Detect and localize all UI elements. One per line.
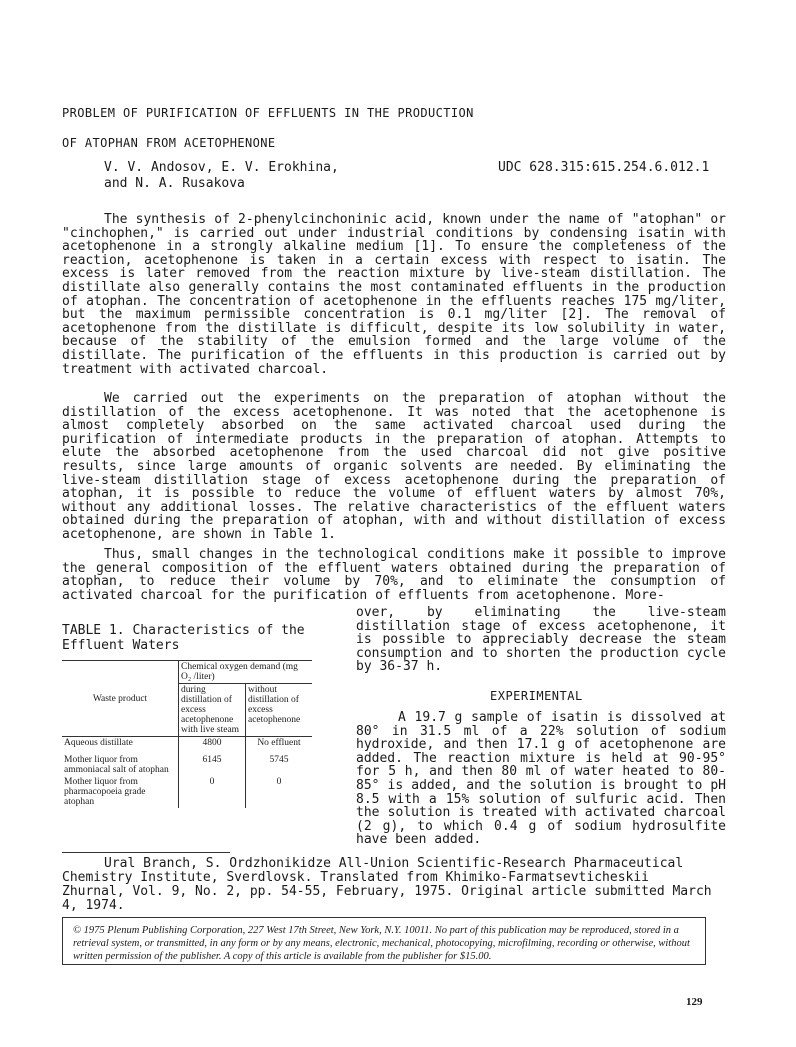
title-line-1: PROBLEM OF PURIFICATION OF EFFLUENTS IN THE PRODUCTION — [62, 106, 474, 120]
body-paragraph-2-text: We carried out the experiments on the preparation of atophan without the distillation of the excess acetophenone. It was noted that the acetophenone is almost completely absorbed on the same activated charcoal used during the purification of intermediate products in the preparation of atophan. Attempts to elute the absorbed acetophenone from the used charcoal did not give positive results, since large amounts of organic solvents are needed. By eliminating the live-steam distillation stage of excess acetophenone during the preparation of atophan, it is possible to reduce the volume of effluent waters by almost 70%, without any additional losses. The relative characteristics of the effluent waters obtained during the preparation of atophan, with and without distillation of excess acetophenone, are shown in Table 1. — [62, 391, 726, 542]
experimental-heading: EXPERIMENTAL — [490, 689, 583, 703]
table-header-with-distillation: during distillation of excess acetophenone with live steam — [179, 684, 246, 737]
authors-line-2: and N. A. Rusakova — [104, 176, 245, 191]
table-caption-line-1: TABLE 1. Characteristics of the — [62, 623, 305, 638]
table-cell-with: 6145 — [179, 749, 246, 776]
table-cell-without: No effluent — [246, 737, 313, 750]
footnote-text: Ural Branch, S. Ordzhonikidze All-Union Scientific-Research Pharmaceutical Chemistry Institute, Sverdlovsk. Translated from Khimiko-Farmatsevticheskii Zhurnal, Vol. 9, No. 2, pp. 54-55, February, 1975. Original article submitted March 4, 1974. — [62, 856, 712, 913]
body-paragraph-3 — [62, 548, 726, 602]
page-number: 129 — [686, 996, 703, 1008]
experimental-text-block — [356, 711, 726, 847]
copyright-notice: © 1975 Plenum Publishing Corporation, 227 West 17th Street, New York, N.Y. 10011. No part of this publication may be reproduced, stored in a retrieval system, or transmitted, in any form or by any means, electronic, mechanical, photocopying, microfilming, recording or otherwise, without written permission of the publisher. A copy of this article is available from the publisher for $15.00. — [62, 917, 706, 965]
effluent-table — [62, 660, 312, 808]
table-cell-waste: Mother liquor from ammoniacal salt of atophan — [64, 755, 169, 775]
table-header-cod: Chemical oxygen demand (mg O₂ /liter) — [179, 661, 313, 684]
table-cell-without: 0 — [246, 776, 313, 808]
body-paragraph-3-continued-text: over, by eliminating the live-steam distillation stage of excess acetophenone, it is possible to appreciably decrease the steam consumption and to shorten the production cycle by 36-37 h. — [356, 605, 726, 675]
table-row — [62, 737, 312, 750]
body-paragraph-3-continued — [356, 606, 726, 674]
table-cell-waste: Aqueous distillate — [64, 738, 133, 748]
body-paragraph-3-text: Thus, small changes in the technological conditions make it possible to improve the general composition of the effluent waters obtained during the preparation of atophan, to reduce their volume by 70%, and to eliminate the consumption of activated charcoal for the purification of effluents from acetophenone. More- — [62, 547, 726, 603]
body-paragraph-1 — [62, 213, 726, 376]
table-cell-waste: Mother liquor from pharmacopoeia grade atophan — [64, 777, 146, 807]
table-row — [62, 749, 312, 776]
table-cell-with: 4800 — [179, 737, 246, 750]
table-header-without-distillation: without distillation of excess acetophenone — [246, 684, 313, 737]
authors — [104, 160, 339, 192]
table-header-waste: Waste product — [62, 661, 179, 737]
table-cell-with: 0 — [179, 776, 246, 808]
body-paragraph-2 — [62, 392, 726, 542]
experimental-text: A 19.7 g sample of isatin is dissolved at 80° in 31.5 ml of a 22% solution of sodium hydroxide, and then 17.1 g of acetophenone are added. The reaction mixture is held at 90-95° for 5 h, and then 80 ml of water heated to 80-85° is added, and the solution is brought to pH 8.5 with a 15% solution of sulfuric acid. Then the solution is treated with activated charcoal (2 g), to which 0.4 g of sodium hydrosulfite have been added. — [356, 710, 726, 848]
table-cell-without: 5745 — [246, 749, 313, 776]
body-paragraph-1-text: The synthesis of 2-phenylcinchoninic acid, known under the name of "atophan" or "cinchophen," is carried out under industrial conditions by condensing isatin with acetophenone in a strongly alkaline medium [1]. To ensure the completeness of the reaction, acetophenone is taken in a certain excess with respect to isatin. The excess is later removed from the reaction mixture by live-steam distillation. The distillate also generally contains the most contaminated effluents in the production of atophan. The concentration of acetophenone in the effluents reaches 175 mg/liter, but the maximum permissible concentration is 0.1 mg/liter [2]. The removal of acetophenone from the distillate is difficult, despite its low solubility in water, because of the stability of the emulsion formed and the large volume of the distillate. The purification of the effluents in this production is carried out by treatment with activated charcoal. — [62, 212, 726, 377]
authors-line-1: V. V. Andosov, E. V. Erokhina, — [104, 160, 339, 175]
table-row — [62, 776, 312, 808]
footnote — [62, 857, 716, 913]
table-caption-line-2: Effluent Waters — [62, 638, 180, 653]
title-line-2: OF ATOPHAN FROM ACETOPHENONE — [62, 136, 276, 150]
table-caption — [62, 623, 322, 653]
footnote-rule — [62, 852, 230, 853]
udc-code: UDC 628.315:615.254.6.012.1 — [498, 160, 710, 175]
